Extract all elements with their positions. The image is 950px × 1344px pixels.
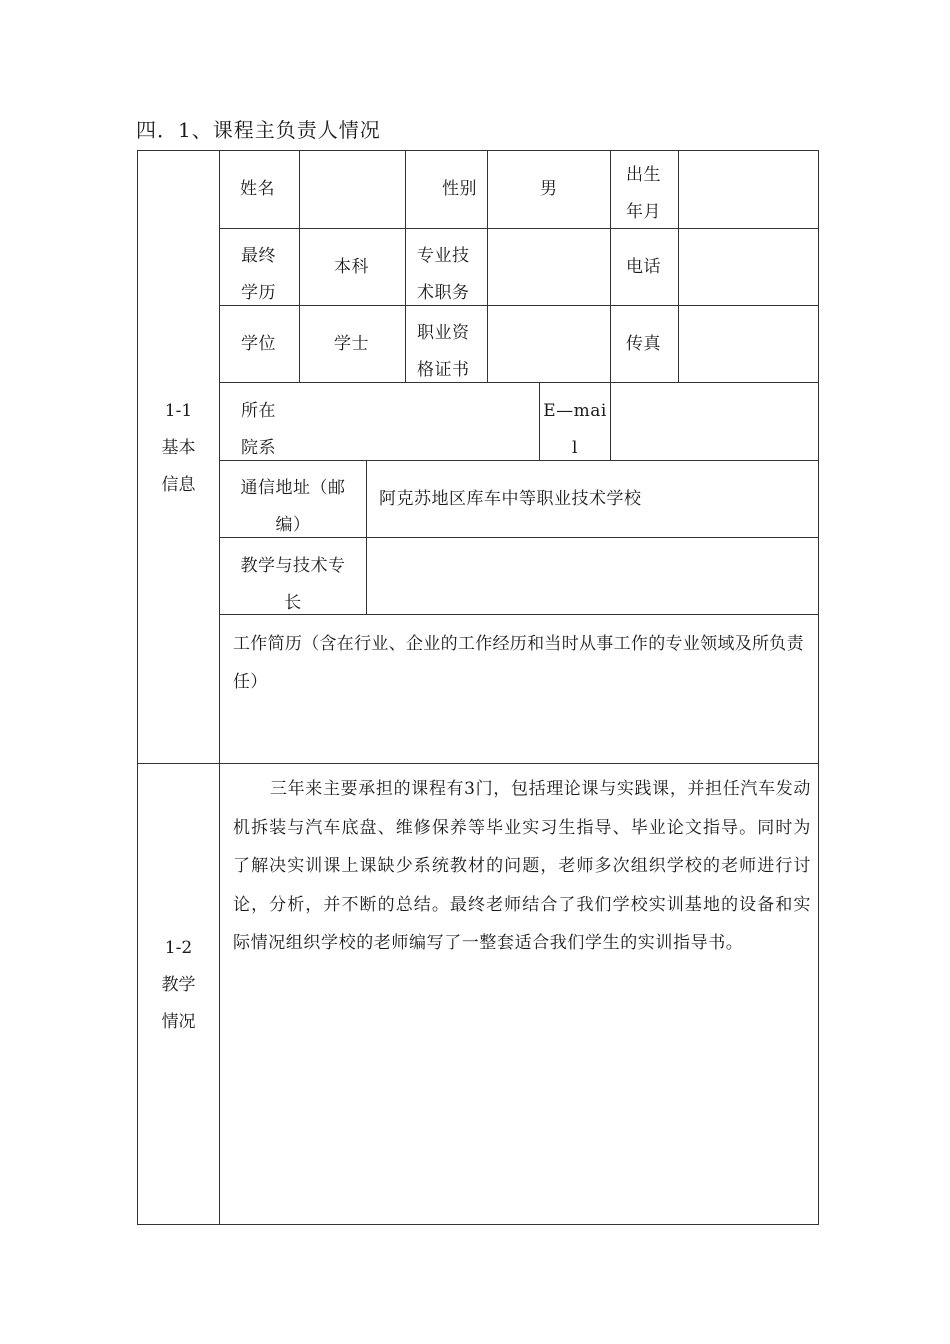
section-divider bbox=[137, 763, 819, 764]
education-label: 最终 学历 bbox=[241, 246, 276, 303]
column-divider bbox=[487, 150, 488, 382]
department-label: 所在 院系 bbox=[241, 401, 276, 458]
row-divider bbox=[219, 305, 819, 306]
column-divider bbox=[610, 150, 611, 460]
teaching-description[interactable]: 三年来主要承担的课程有3门，包括理论课与实践课，并担任汽车发动机拆装与汽车底盘、维修保养等毕业实习生指导、毕业论文指导。同时为了解决实训课上课缺少系统教材的问题，老师多次组织学校的老师进行讨论，分析，并不断的总结。最终老师结合了我们学校实训基地的设备和实际情况组织学校的老师编写了一整套适合我们学生的实训指导书。 bbox=[233, 779, 811, 953]
address-label: 通信地址（邮 编） bbox=[240, 478, 346, 535]
education-value[interactable]: 本科 bbox=[334, 257, 369, 277]
row-divider bbox=[219, 460, 819, 461]
degree-value[interactable]: 学士 bbox=[334, 334, 369, 354]
column-divider bbox=[299, 150, 300, 382]
page-title: 四．1、课程主负责人情况 bbox=[136, 118, 381, 142]
section-1-1-label: 1-1 基本 信息 bbox=[161, 401, 196, 495]
gender-label: 性别 bbox=[442, 179, 477, 199]
column-divider bbox=[405, 150, 406, 382]
gender-value[interactable]: 男 bbox=[540, 179, 558, 199]
address-value[interactable]: 阿克苏地区库车中等职业技术学校 bbox=[379, 489, 642, 509]
birth-label: 出生 年月 bbox=[626, 165, 661, 222]
label-column-divider bbox=[219, 150, 220, 1225]
certificate-label: 职业资 格证书 bbox=[417, 323, 470, 380]
email-label: E—mai l bbox=[543, 401, 607, 458]
section-1-2-label: 1-2 教学 情况 bbox=[161, 938, 196, 1032]
fax-label: 传真 bbox=[626, 334, 661, 354]
row-divider bbox=[219, 382, 819, 383]
expertise-label: 教学与技术专 长 bbox=[240, 556, 346, 613]
column-divider bbox=[678, 150, 679, 382]
name-label: 姓名 bbox=[240, 179, 275, 199]
row-divider bbox=[219, 228, 819, 229]
professional-title-label: 专业技 术职务 bbox=[417, 246, 470, 303]
degree-label: 学位 bbox=[241, 334, 276, 354]
phone-label: 电话 bbox=[626, 257, 661, 277]
column-divider bbox=[366, 460, 367, 614]
work-resume-label: 工作简历（含在行业、企业的工作经历和当时从事工作的专业领域及所负责任） bbox=[233, 634, 804, 692]
